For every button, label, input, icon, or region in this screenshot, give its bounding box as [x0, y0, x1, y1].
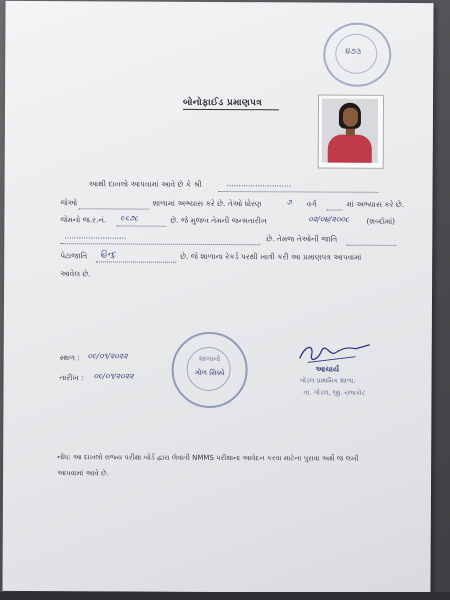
date-label: તારીખ : — [59, 373, 84, 383]
place-value: ૦૯/૦૧/૨૦૨૨ — [87, 351, 128, 361]
principal-title: આચાર્ય — [315, 364, 340, 374]
dob-in-words-handwritten: .......................... — [64, 231, 127, 241]
line6-text: આવેલ છે. — [60, 269, 91, 279]
photo-face — [343, 108, 358, 127]
table-edge — [0, 592, 450, 600]
line2-school-blank — [78, 208, 148, 209]
photo-clothing — [328, 135, 372, 163]
line2-suffix: માં અભ્યાસ કરે છે. — [346, 199, 405, 209]
line3-prefix: જેમનો જ.ર.નં. — [60, 215, 107, 225]
stamp-number: ૪૭૩ — [345, 46, 362, 56]
dob-handwritten: ૦૨/૦૪/૨૦૦૮ — [308, 214, 350, 224]
line4-blank — [60, 243, 260, 245]
line5-suffix: છે. જે શાળાના રેકર્ડ પરથી ખાત્રી કરી આ પ્રમાણપત્ર આપવામાં — [180, 251, 362, 262]
school-round-seal — [171, 332, 247, 408]
seal-text — [174, 352, 246, 380]
line4-caste-blank — [346, 245, 396, 246]
student-name-handwritten: ........................... — [226, 179, 291, 189]
seal-line2: ગોળ સિક્કો — [194, 368, 225, 378]
line5-prefix: પેટાજાતિ — [60, 251, 88, 261]
footer-note-line1: નોંધ: આ દાખલો રાજ્ય પરીક્ષા બોર્ડ દ્વારા લેવાતી NMMS પરીક્ષાના આવેદન કરવા માટેના પુરાવા અર્થે જ લખી — [57, 453, 359, 463]
line1-prefix: આથી દાખલો આપવામાં આવે છે કે શ્રી — [88, 179, 202, 189]
principal-school-line1: ગોંડલ પ્રાથમિક શાળા, — [299, 376, 356, 385]
photo-background — [322, 99, 378, 163]
line2-class-blank — [326, 210, 342, 211]
line3-suffix: (શબ્દોમાં) — [366, 216, 396, 226]
bonafide-certificate-paper — [2, 1, 433, 593]
line5-blank — [96, 261, 176, 262]
caste-handwritten: હિન્દુ — [100, 249, 116, 259]
line3-gr-blank — [116, 225, 166, 226]
principal-school-line2: તા. ગોંડલ, જી. રાજકોટ — [303, 388, 366, 397]
student-photo — [318, 95, 384, 169]
date-value: ૦૯/૦૧/૨૦૨૨ — [93, 371, 134, 381]
line3-text: છે. જે મુજબ તેમની જન્મતારીખ — [170, 215, 267, 226]
line4-suffix: છે. તેમજ તેઓની જાતિ — [266, 234, 338, 244]
line2-prefix: જેઓ — [60, 198, 78, 208]
line2-class-label: વર્ગ — [306, 199, 317, 209]
standard-handwritten: ૭ — [286, 197, 292, 207]
line2-text: શાળામાં અભ્યાસ કરે છે. તેઓ ધોરણ — [152, 198, 262, 209]
place-label: સ્થળ : — [59, 353, 80, 363]
school-stamp-top — [323, 23, 391, 87]
certificate-title: બોનોફાઈડ પ્રમાણપત્ર — [183, 98, 279, 111]
line1-blank — [219, 191, 379, 193]
footer-note-line2: આપવામાં આવે છે. — [57, 469, 109, 478]
seal-line1: શાળાનો — [199, 354, 221, 364]
gr-number-handwritten: ૯૬૭૮ — [120, 213, 139, 223]
